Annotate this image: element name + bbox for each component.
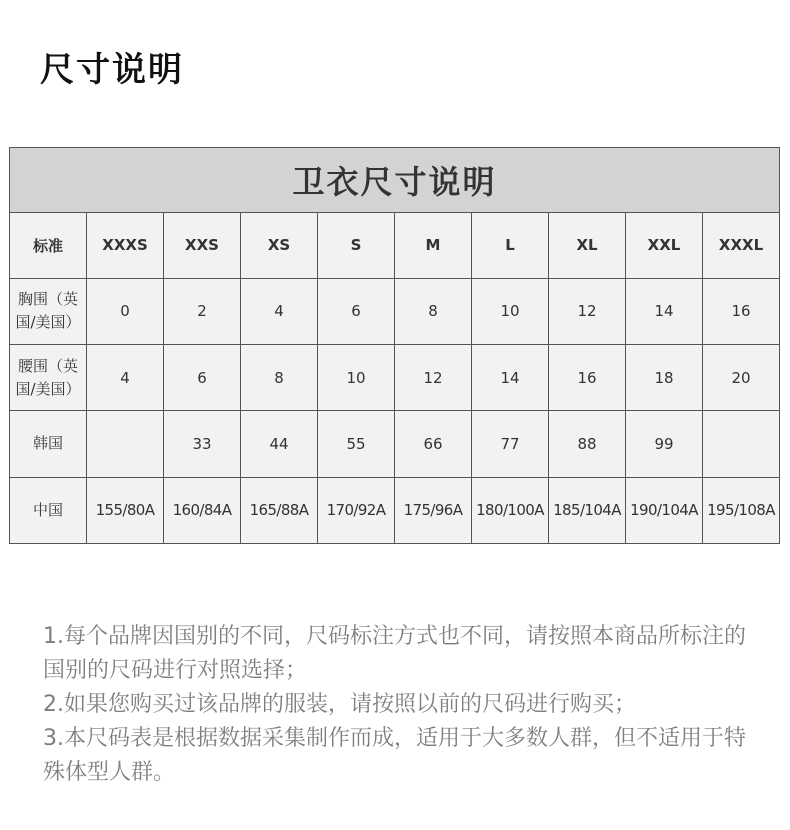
table-cell: 10 xyxy=(472,278,549,344)
table-cell: 8 xyxy=(395,278,472,344)
table-cell: 4 xyxy=(87,344,164,410)
page-title: 尺寸说明 xyxy=(40,50,184,90)
table-cell xyxy=(87,411,164,477)
table-cell: 180/100A xyxy=(472,477,549,543)
row-label-waist: 腰围（英国/美国） xyxy=(10,344,87,410)
header-size-s: S xyxy=(318,213,395,278)
row-label-korea: 韩国 xyxy=(10,411,87,477)
header-size-xxs: XXS xyxy=(164,213,241,278)
row-label-china: 中国 xyxy=(10,477,87,543)
size-chart-table xyxy=(9,147,780,544)
table-cell: 14 xyxy=(472,344,549,410)
table-cell: 55 xyxy=(318,411,395,477)
table-cell: 44 xyxy=(241,411,318,477)
header-standard: 标准 xyxy=(10,213,87,278)
table-cell: 10 xyxy=(318,344,395,410)
table-cell: 16 xyxy=(703,278,780,344)
table-cell: 170/92A xyxy=(318,477,395,543)
table-cell: 16 xyxy=(549,344,626,410)
note-item: 1.每个品牌因国别的不同，尺码标注方式也不同，请按照本商品所标注的国别的尺码进行对照选择； xyxy=(43,624,746,683)
table-cell: 4 xyxy=(241,278,318,344)
table-cell: 175/96A xyxy=(395,477,472,543)
table-cell: 165/88A xyxy=(241,477,318,543)
table-cell: 6 xyxy=(164,344,241,410)
table-title-row xyxy=(10,148,780,213)
header-size-xxxl: XXXL xyxy=(703,213,780,278)
table-cell: 155/80A xyxy=(87,477,164,543)
table-cell: 33 xyxy=(164,411,241,477)
header-size-xs: XS xyxy=(241,213,318,278)
table-title: 卫衣尺寸说明 xyxy=(10,148,780,213)
size-notes xyxy=(43,620,763,790)
table-cell: 99 xyxy=(626,411,703,477)
row-label-chest: 胸围（英国/美国） xyxy=(10,278,87,344)
header-size-l: L xyxy=(472,213,549,278)
table-row-waist xyxy=(10,344,780,410)
table-cell: 2 xyxy=(164,278,241,344)
table-cell: 185/104A xyxy=(549,477,626,543)
table-cell xyxy=(703,411,780,477)
table-cell: 195/108A xyxy=(703,477,780,543)
table-cell: 18 xyxy=(626,344,703,410)
table-cell: 14 xyxy=(626,278,703,344)
table-cell: 12 xyxy=(395,344,472,410)
table-row-china xyxy=(10,477,780,543)
note-item: 2.如果您购买过该品牌的服装，请按照以前的尺码进行购买； xyxy=(43,692,636,717)
header-size-xl: XL xyxy=(549,213,626,278)
table-row-chest xyxy=(10,278,780,344)
header-size-xxxs: XXXS xyxy=(87,213,164,278)
table-cell: 6 xyxy=(318,278,395,344)
table-cell: 66 xyxy=(395,411,472,477)
table-header-row xyxy=(10,213,780,278)
table-cell: 88 xyxy=(549,411,626,477)
header-size-xxl: XXL xyxy=(626,213,703,278)
table-cell: 190/104A xyxy=(626,477,703,543)
table-cell: 8 xyxy=(241,344,318,410)
table-cell: 12 xyxy=(549,278,626,344)
table-row-korea xyxy=(10,411,780,477)
table-cell: 77 xyxy=(472,411,549,477)
table-cell: 0 xyxy=(87,278,164,344)
header-size-m: M xyxy=(395,213,472,278)
table-cell: 160/84A xyxy=(164,477,241,543)
note-item: 3.本尺码表是根据数据采集制作而成，适用于大多数人群，但不适用于特殊体型人群。 xyxy=(43,726,746,785)
table-cell: 20 xyxy=(703,344,780,410)
